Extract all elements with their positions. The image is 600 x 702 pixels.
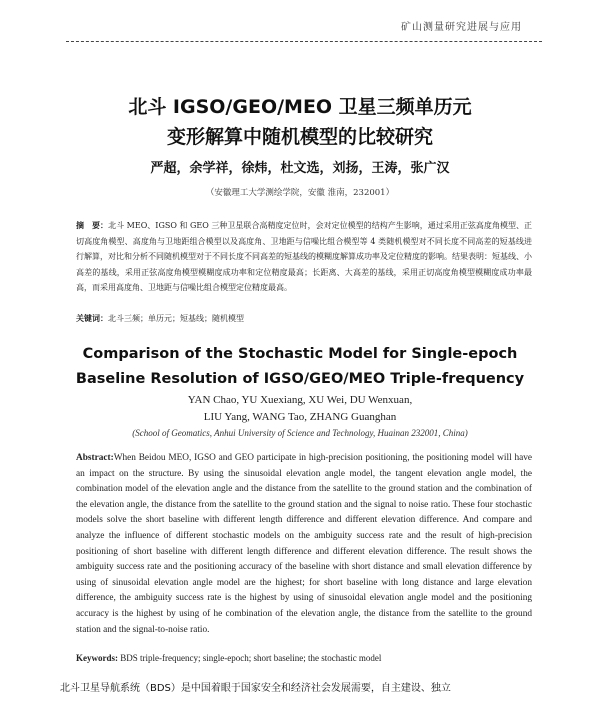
- chinese-title: [0, 92, 600, 152]
- english-keywords-text: BDS triple-frequency; single-epoch; short baseline; the stochastic model: [120, 653, 382, 663]
- chinese-abstract: [76, 218, 532, 296]
- english-abstract: [76, 451, 532, 638]
- chinese-abstract-text: 北斗 MEO、IGSO 和 GEO 三种卫星联合高精度定位时，会对定位模型的结构产生影响，通过采用正弦高度角模型、正切高度角模型、高度角与卫地距组合模型以及高度角、卫地距与信噪比组合模型等 4 类随机模型对不同长度不同高差的短基线进行解算，对比和分析不同随机模型对于不同长度不同高差的短基线的模糊度解算成功率及定位精度的影响。结果表明：短基线、小高差的基线，采用正弦高度角模型模糊度成功率和定位精度最高；长距离、大高差的基线，采用正切高度角模型模糊度成功率最高，而采用高度角、卫地距与信噪比组合模型定位精度最高。: [76, 221, 533, 292]
- english-authors-line-2: LIU Yang, WANG Tao, ZHANG Guanghan: [203, 411, 397, 423]
- english-abstract-label: Abstract:: [76, 453, 114, 463]
- english-affiliation: (School of Geomatics, Anhui University of Science and Technology, Huainan 232001, China): [132, 428, 468, 438]
- english-authors: [0, 392, 600, 426]
- chinese-abstract-label: 摘 要：: [76, 221, 109, 230]
- chinese-title-line-1: 北斗 IGSO/GEO/MEO 卫星三频单历元: [128, 96, 472, 118]
- chinese-keywords-label: 关键词：: [76, 314, 108, 323]
- english-authors-line-1: YAN Chao, YU Xuexiang, XU Wei, DU Wenxuan,: [187, 394, 413, 406]
- english-keywords-label: Keywords:: [76, 653, 118, 663]
- chinese-keywords: [76, 312, 532, 326]
- chinese-authors: 严超，余学祥，徐炜，杜文选，刘扬，王涛，张广汉: [150, 161, 450, 176]
- chinese-title-line-2: 变形解算中随机模型的比较研究: [166, 126, 433, 148]
- header-rule: [66, 41, 542, 42]
- english-keywords: [76, 651, 532, 665]
- body-first-line: 北斗卫星导航系统（BDS）是中国着眼于国家安全和经济社会发展需要，自主建设、独立: [60, 683, 451, 694]
- english-title-line-2: Baseline Resolution of IGSO/GEO/MEO Triple-frequency: [75, 371, 525, 387]
- english-abstract-text: When Beidou MEO, IGSO and GEO participate in high-precision positioning, the positioning model will have an impact on the structure. By using the sinusoidal elevation angle model, the tangent elevation angle model, the combination model of the elevation angle and the distance from the satellite to the ground station and the combination of the elevation angle, the distance from the satellite to the ground station and the signal to noise ratio. These four stochastic models solve the short baseline with different length difference and different elevation difference. And compare and analyze the influence of different stochastic models on the ambiguity success rate and the result of high-precision positioning of short baseline with different length difference and different elevation difference. The result shows the ambiguity success rate and the positioning accuracy of the baseline with short distance and small elevation difference by using of sinusoidal elevation angle model are the highest; for short baseline with long distance and large elevation difference, the ambiguity success rate is the highest by using of sinusoidal elevation angle model and the positioning accuracy is the highest by using of he combination of the elevation angle, the distance from the satellite to the ground station and the signal-to-noise ratio.: [76, 453, 532, 635]
- chinese-affiliation: （安徽理工大学测绘学院，安徽 淮南，232001）: [205, 188, 395, 198]
- english-title: [0, 342, 600, 392]
- running-header: 矿山测量研究进展与应用: [401, 22, 522, 33]
- english-title-line-1: Comparison of the Stochastic Model for Single-epoch: [82, 346, 518, 362]
- chinese-keywords-text: 北斗三频；单历元；短基线；随机模型: [108, 314, 244, 323]
